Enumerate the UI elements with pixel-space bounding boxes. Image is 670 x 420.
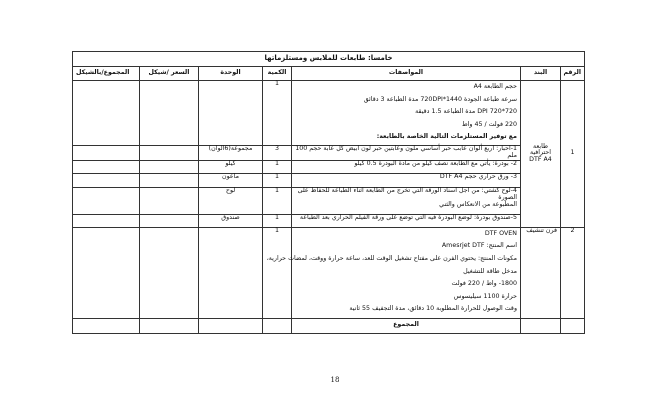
unit-cell: ماعون [199, 173, 263, 187]
total-label: المجموع [292, 318, 521, 333]
total-cell [73, 160, 140, 173]
qty-cell: 1 [263, 227, 292, 318]
total-cell [73, 146, 140, 161]
item-line: طابعة [532, 142, 549, 150]
table-row [73, 81, 585, 146]
qty-cell: 1 [263, 214, 292, 227]
price-cell [140, 81, 199, 146]
header-unit: الوحدة [199, 67, 263, 81]
total-row [73, 318, 585, 333]
spec-line: 220 فولت / 45 واط [461, 120, 517, 128]
total-empty-cell [199, 318, 263, 333]
header-qty: الكمية [263, 67, 292, 81]
specs-cell [292, 81, 521, 146]
qty-cell: 1 [263, 81, 292, 146]
total-cell [73, 214, 140, 227]
consumable-text: 2- بودرة: يأتي مع الطابعة نصف كيلو من مادة البودرة 0.5 كيلو [292, 160, 521, 173]
consumable-row [73, 146, 585, 161]
spec-line: 720*720 DPI مدة الطباعة 1.5 دقيقة [415, 108, 517, 116]
spec-line: مدخل طاقة للتشغيل [463, 267, 517, 275]
consumable-row [73, 160, 585, 173]
qty-cell: 1 [263, 160, 292, 173]
total-empty-cell [521, 318, 561, 333]
unit-cell [199, 227, 263, 318]
unit-cell: لوح [199, 187, 263, 214]
spec-line: حجم الطابعة A4 [473, 83, 517, 90]
consumable-row [73, 187, 585, 214]
price-cell [140, 160, 199, 173]
consumable-line: المطبوعة من الانعكاس والثني [439, 200, 517, 208]
consumable-row [73, 173, 585, 187]
consumable-text: 5-صندوق بودرة: لوضع البودرة فيه التي توضع على ورقة الفيلم الحراري بعد الطباعة [292, 214, 521, 227]
unit-cell [199, 81, 263, 146]
section-title: خامسا: طابعات للملابس ومستلزماتها [73, 52, 585, 67]
page-number: 18 [330, 376, 340, 384]
item-name [521, 81, 561, 228]
spec-line: سرعة طباعة الجودة 1440*720DPI مدة الطباعة 3 دقائق [363, 95, 517, 103]
item-line: احترافية [529, 149, 552, 157]
price-cell [140, 173, 199, 187]
header-item: البند [521, 67, 561, 81]
header-num: الرقم [561, 67, 585, 81]
header-price: السعر /شيكل [140, 67, 199, 81]
total-empty-cell [561, 318, 585, 333]
spec-line: مع توفير المستلزمات التالية الخاصة بالطابعة: [376, 133, 517, 141]
table-row [73, 227, 585, 318]
consumable-row [73, 214, 585, 227]
spec-line: حرارة 1100 سيليسوس [453, 292, 517, 300]
qty-cell: 1 [263, 173, 292, 187]
header-total: المجموع/بالشيكل [73, 67, 140, 81]
spec-line: مكونات المنتج: يحتوي الفرن على مفتاح تشغيل الوقت للعد، ساعة حرارة ووقت، لمضات حرارية، [266, 255, 517, 263]
price-cell [140, 227, 199, 318]
total-cell [73, 81, 140, 146]
item-name: فرن تنشيف [521, 227, 561, 318]
specification-table [72, 51, 585, 334]
qty-cell: 3 [263, 146, 292, 161]
spec-line: 1800- واط / 220 فولت [451, 280, 517, 288]
total-empty-cell [263, 318, 292, 333]
spec-line: DTF OVEN [484, 229, 517, 237]
spec-line: وقت الوصول للحرارة المطلوبة 10 دقائق، مدة التجفيف 55 ثانية [349, 305, 517, 313]
grand-total-cell [73, 318, 140, 333]
unit-cell: كيلو [199, 160, 263, 173]
price-cell [140, 214, 199, 227]
price-cell [140, 146, 199, 161]
consumable-text: 3- ورق حراري حجم DTF A4 [292, 173, 521, 187]
total-empty-cell [140, 318, 199, 333]
row-number: 1 [561, 81, 585, 228]
row-number: 2 [561, 227, 585, 318]
total-cell [73, 187, 140, 214]
consumable-text: 1-احبار: اربع ألوان عابب حبر أساسي ملون وعابتين حبر لون ابيض كل عابة حجم 100 ملم [292, 146, 521, 161]
qty-cell: 1 [263, 187, 292, 214]
spec-line: اسم المنتج: Amesrjet DTF [441, 242, 517, 250]
price-cell [140, 187, 199, 214]
total-cell [73, 173, 140, 187]
total-cell [73, 227, 140, 318]
item-line: DTF A4 [529, 156, 552, 164]
header-row [73, 67, 585, 81]
unit-cell: صندوق [199, 214, 263, 227]
unit-cell: مجموعة(6الوان) [199, 146, 263, 161]
specs-cell [266, 227, 521, 318]
consumable-line: 4-لوح كشتي: من اجل اسناد الورقة التي تخرج من الطابعة اثناء الطباعة للحفاظ على الصورة [297, 186, 517, 201]
consumable-text [292, 187, 521, 214]
header-specs: المواصفات [292, 67, 521, 81]
